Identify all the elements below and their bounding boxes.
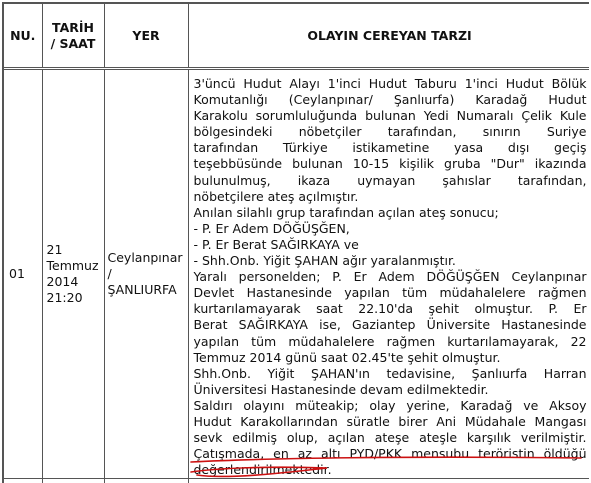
next-row-edge — [4, 479, 589, 483]
event-text-line: 3'üncü Hudut Alayı 1'inci Hudut Taburu 1'inci Hudut Bölük — [193, 76, 587, 91]
event-text-line: değerlendirilmektedir. — [193, 462, 332, 478]
row-number: 01 — [4, 69, 42, 479]
event-text-line: Berat SAĞIRKAYA ise, Gaziantep Üniversite Hastanesinde — [193, 317, 587, 333]
date-line: 21:20 — [46, 290, 83, 306]
event-text-line: - P. Er Adem DÖĞÜŞĞEN, — [193, 220, 350, 236]
event-text-line: Yaralı personelden; P. Er Adem DÖĞÜŞĞEN Ceylanpınar — [193, 269, 587, 285]
place-line: ŞANLIURFA — [107, 282, 177, 298]
event-text-line: kurtarılamayarak saat 22.10'da şehit olmuştur. P. Er — [193, 301, 587, 317]
event-text-line: bölgesindeki nöbetçiler tarafından, sınırın Suriye — [193, 124, 587, 140]
event-text-line: Devlet Hastanesinde yapılan tüm müdahalelere rağmen — [193, 285, 587, 301]
date-line: 21 — [46, 241, 63, 257]
empty-cell — [4, 479, 42, 483]
empty-cell — [188, 479, 589, 483]
event-text-line: Temmuz 2014 günü saat 02.45'te şehit olmuştur. — [193, 349, 501, 365]
date-line: 2014 — [46, 274, 79, 290]
event-text-line: Hudut Karakollarından süratle birer Ani Müdahale Mangası — [193, 413, 587, 429]
row-event-description — [188, 69, 589, 479]
place-line: / — [107, 266, 112, 282]
row-date-time — [42, 69, 104, 479]
empty-cell — [104, 479, 188, 483]
date-line: Temmuz — [46, 258, 99, 274]
incident-table-frame — [2, 2, 589, 483]
event-text-line: Shh.Onb. Yiğit ŞAHAN'ın tedavisine, Şanlıurfa Harran — [193, 365, 587, 381]
place-line: Ceylanpınar — [107, 250, 183, 266]
event-text-line: nöbetçilere ateş açılmıştır. — [193, 188, 359, 204]
event-text-line: teşebbüsünde bulunan 10-15 kişilik gruba "Dur" ikazında — [193, 156, 587, 172]
incident-table — [4, 4, 589, 483]
event-text-line: Karakolu sorumluluğunda bulunan Yedi Numaralı Çelik Kule — [193, 108, 587, 124]
event-text-line: Çatışmada, en az altı PYD/PKK mensubu teröristin öldüğü — [193, 446, 587, 462]
event-text-line: yapılan tüm müdahalelere rağmen kurtarılamayarak, 22 — [193, 333, 587, 349]
event-text-line: Anılan silahlı grup tarafından açılan ateş sonucu; — [193, 204, 499, 220]
event-text-line: Üniversitesi Hastanesinde devam edilmektedir. — [193, 381, 489, 397]
row-place — [104, 69, 188, 479]
event-text-line: Komutanlığı (Ceylanpınar/ Şanlıurfa) Karadağ Hudut — [193, 92, 587, 108]
empty-cell — [42, 479, 104, 483]
table-row — [4, 69, 589, 479]
header-no: NU. — [4, 4, 42, 69]
event-text-line: Saldırı olayını müteakip; olay yerine, Karadağ ve Aksoy — [193, 397, 587, 413]
event-text-line: - Shh.Onb. Yiğit ŞAHAN ağır yaralanmıştır. — [193, 253, 456, 269]
header-row — [4, 4, 589, 69]
event-text-line: - P. Er Berat SAĞIRKAYA ve — [193, 236, 359, 252]
header-place: YER — [104, 4, 188, 69]
event-text-line: sevk edilmiş olup, açılan ateşe ateşle karşılık verilmiştir. — [193, 430, 587, 446]
header-date-line1: TARİH — [52, 19, 94, 35]
event-text-line: tarafından Türkiye istikametine yasa dışı geçiş — [193, 140, 587, 156]
event-text-line: bulunulmuş, ikaza uymayan şahıslar tarafından, — [193, 172, 587, 188]
header-event: OLAYIN CEREYAN TARZI — [188, 4, 589, 69]
header-date-time — [42, 4, 104, 69]
header-date-line2: / SAAT — [50, 35, 96, 51]
